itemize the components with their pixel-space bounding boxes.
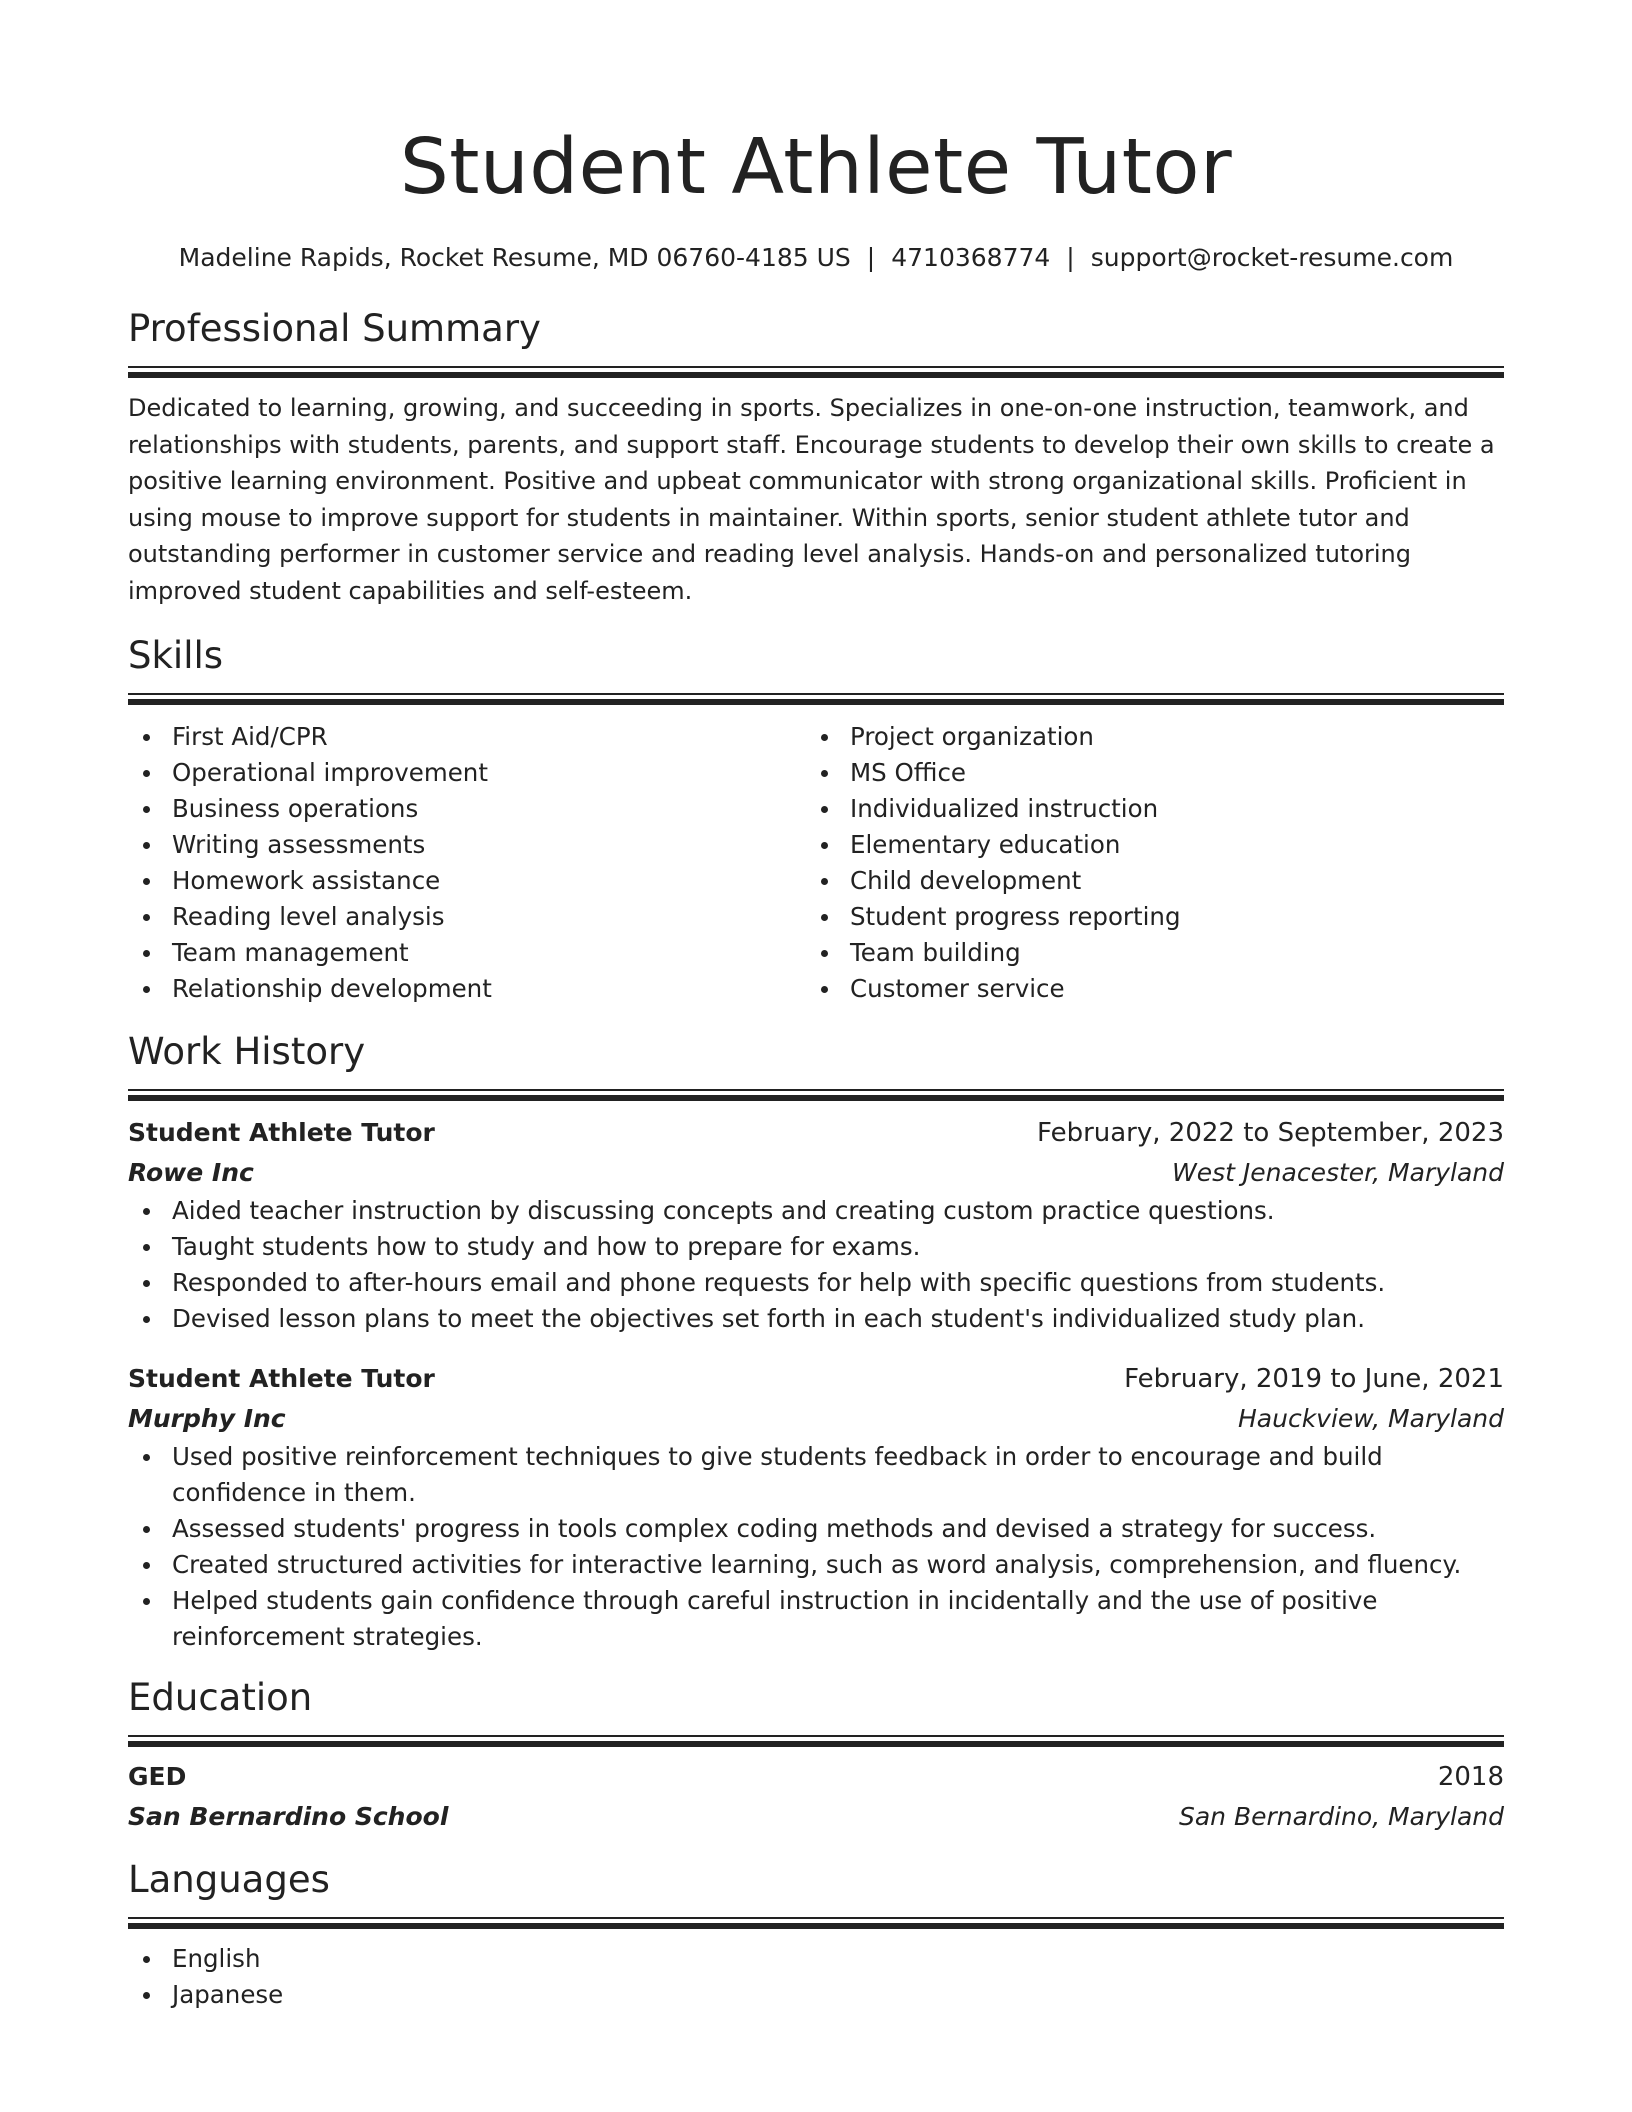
skill-item: First Aid/CPR	[128, 719, 806, 755]
skills-heading: Skills	[128, 634, 224, 677]
skill-item: Elementary education	[806, 827, 1484, 863]
skill-item: Writing assessments	[128, 827, 806, 863]
job-dates: February, 2019 to June, 2021	[1124, 1364, 1504, 1394]
education-degree: GED	[128, 1762, 187, 1791]
job-subheader	[128, 1399, 1504, 1439]
work-history-heading: Work History	[128, 1030, 366, 1073]
skill-item: Business operations	[128, 791, 806, 827]
languages-heading: Languages	[128, 1858, 330, 1901]
skill-item: Operational improvement	[128, 755, 806, 791]
work-history-section	[128, 1029, 1504, 1655]
job-bullet: Aided teacher instruction by discussing concepts and creating custom practice questions.	[128, 1193, 1504, 1229]
education-school: San Bernardino School	[128, 1802, 449, 1831]
skills-section	[128, 633, 1504, 1007]
summary-heading: Professional Summary	[128, 307, 541, 350]
skills-grid	[128, 719, 1504, 1007]
summary-section	[128, 306, 1504, 609]
job-header	[128, 1359, 1504, 1399]
job-bullet: Taught students how to study and how to prepare for exams.	[128, 1229, 1504, 1265]
contact-separator: |	[866, 243, 876, 272]
job-bullets	[128, 1193, 1504, 1337]
contact-phone: 4710368774	[891, 243, 1051, 272]
job-entry	[128, 1113, 1504, 1337]
skill-item: Individualized instruction	[806, 791, 1484, 827]
job-title: Student Athlete Tutor	[128, 1118, 435, 1147]
skill-item: Child development	[806, 863, 1484, 899]
skills-left-column	[128, 719, 806, 1007]
language-item: Japanese	[128, 1977, 1504, 2013]
education-section	[128, 1675, 1504, 1837]
job-bullet: Assessed students' progress in tools complex coding methods and devised a strategy for success.	[128, 1511, 1504, 1547]
education-heading: Education	[128, 1676, 313, 1719]
job-header	[128, 1113, 1504, 1153]
job-subheader	[128, 1153, 1504, 1193]
skill-item: Homework assistance	[128, 863, 806, 899]
section-divider	[128, 1917, 1504, 1929]
job-bullet: Responded to after-hours email and phone requests for help with specific questions from students.	[128, 1265, 1504, 1301]
job-bullets	[128, 1439, 1504, 1655]
contact-address: Madeline Rapids, Rocket Resume, MD 06760-4185 US	[178, 243, 851, 272]
skill-item: MS Office	[806, 755, 1484, 791]
section-divider	[128, 693, 1504, 705]
job-company: Rowe Inc	[128, 1158, 254, 1187]
skills-right-column	[806, 719, 1484, 1007]
section-divider	[128, 1089, 1504, 1101]
skill-item: Student progress reporting	[806, 899, 1484, 935]
education-year: 2018	[1437, 1762, 1504, 1792]
languages-list	[128, 1941, 1504, 2013]
resume-title: Student Athlete Tutor	[399, 123, 1233, 212]
job-bullet: Used positive reinforcement techniques to give students feedback in order to encourage and build confidence in them.	[128, 1439, 1504, 1511]
job-location: Hauckview, Maryland	[1238, 1404, 1504, 1433]
skill-item: Team building	[806, 935, 1484, 971]
skill-item: Relationship development	[128, 971, 806, 1007]
education-location: San Bernardino, Maryland	[1178, 1802, 1504, 1831]
skill-item: Reading level analysis	[128, 899, 806, 935]
contact-line	[128, 240, 1504, 276]
job-dates: February, 2022 to September, 2023	[1037, 1118, 1504, 1148]
education-subheader	[128, 1797, 1504, 1837]
job-bullet: Devised lesson plans to meet the objectives set forth in each student's individualized study plan.	[128, 1301, 1504, 1337]
education-entry	[128, 1757, 1504, 1837]
job-bullet: Helped students gain confidence through careful instruction in incidentally and the use of positive reinforcement strategies.	[128, 1583, 1504, 1655]
languages-section	[128, 1857, 1504, 2013]
education-header	[128, 1757, 1504, 1797]
contact-email: support@rocket-resume.com	[1090, 243, 1454, 272]
skill-item: Project organization	[806, 719, 1484, 755]
skill-item: Team management	[128, 935, 806, 971]
contact-separator: |	[1066, 243, 1075, 272]
job-entry	[128, 1359, 1504, 1655]
job-title: Student Athlete Tutor	[128, 1364, 435, 1393]
skill-item: Customer service	[806, 971, 1484, 1007]
section-divider	[128, 1735, 1504, 1747]
section-divider	[128, 366, 1504, 378]
job-location: West Jenacester, Maryland	[1172, 1158, 1504, 1187]
job-company: Murphy Inc	[128, 1404, 286, 1433]
job-bullet: Created structured activities for interactive learning, such as word analysis, comprehension, and fluency.	[128, 1547, 1504, 1583]
language-item: English	[128, 1941, 1504, 1977]
summary-text: Dedicated to learning, growing, and succeeding in sports. Specializes in one-on-one instruction, teamwork, and relationships with students, parents, and support staff. Encourage students to develop their own skills to create a positive learning environment. Positive and upbeat communicator with strong organizational skills. Proficient in using mouse to improve support for students in maintainer. Within sports, senior student athlete tutor and outstanding performer in customer service and reading level analysis. Hands-on and personalized tutoring improved student capabilities and self-esteem.	[128, 394, 1495, 605]
